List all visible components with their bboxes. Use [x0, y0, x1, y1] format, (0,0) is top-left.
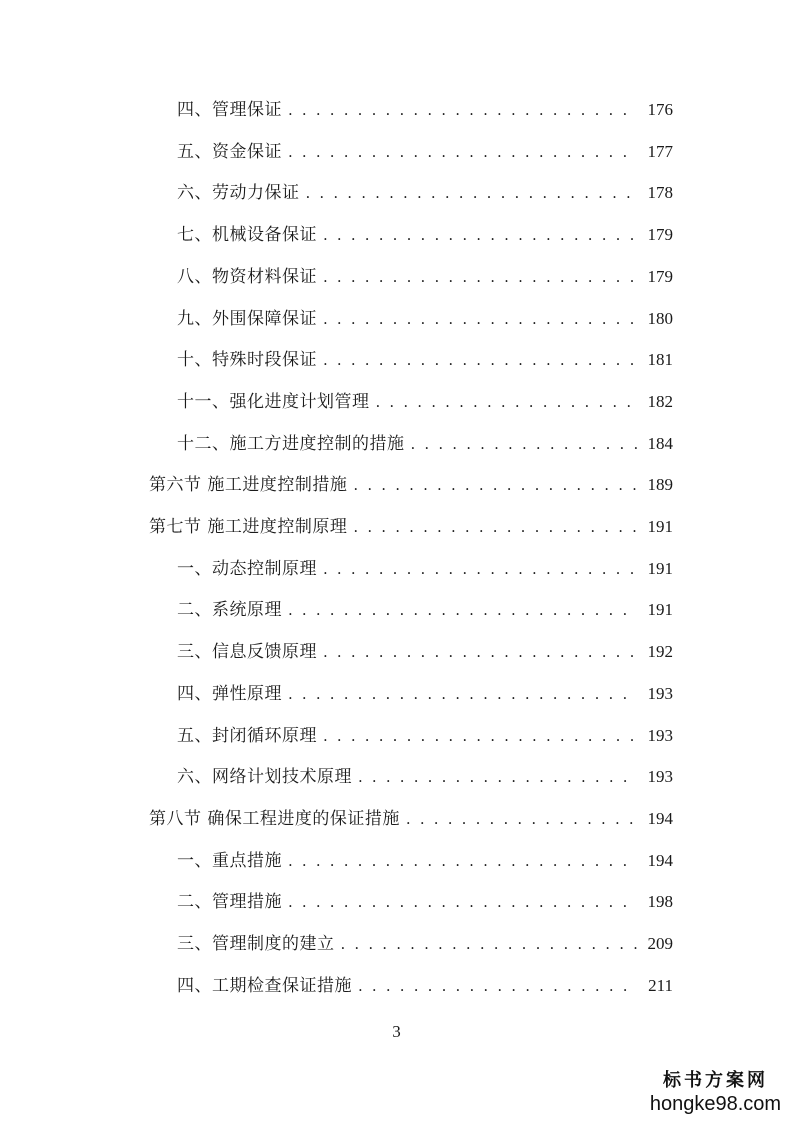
toc-entry-page: 191: [647, 558, 673, 578]
toc-leader-dots: [323, 304, 637, 334]
toc-entry[interactable]: [177, 137, 673, 167]
toc-entry-page: 191: [647, 600, 673, 620]
toc-leader-dots: [323, 721, 637, 751]
toc-leader-dots: [288, 95, 637, 125]
toc-entry-label: 四、弹性原理: [177, 683, 282, 704]
toc-leader-dots: [288, 887, 637, 917]
toc-leader-dots: [323, 220, 637, 250]
toc-entry[interactable]: [177, 595, 673, 625]
toc-entry-label: 第七节 施工进度控制原理: [149, 517, 348, 537]
toc-entry-page: 194: [647, 850, 673, 870]
toc-entry[interactable]: [177, 721, 673, 751]
watermark-title: 标书方案网: [663, 1070, 768, 1091]
toc-entry-label: 十二、施工方进度控制的措施: [177, 433, 405, 454]
toc-entry[interactable]: [177, 262, 673, 292]
toc-entry-page: 182: [647, 391, 673, 411]
toc-entry-label: 七、机械设备保证: [177, 225, 317, 246]
page-number: 3: [392, 1022, 401, 1041]
toc-entry-page: 211: [648, 975, 673, 995]
toc-entry-page: 193: [647, 725, 673, 745]
toc-entry[interactable]: [177, 429, 673, 459]
toc-entry-label: 九、外围保障保证: [177, 308, 317, 329]
toc-entry-label: 一、重点措施: [177, 850, 282, 871]
toc-entry-page: 179: [647, 266, 673, 286]
toc-entry-label: 十一、强化进度计划管理: [177, 391, 370, 412]
watermark-logo: [648, 1070, 783, 1116]
toc-entry[interactable]: [177, 762, 673, 792]
toc-entry-page: 209: [647, 934, 673, 953]
watermark-url: hongke98.com: [649, 1093, 782, 1115]
toc-entry-label: 十、特殊时段保证: [177, 350, 317, 371]
toc-entry-label: 六、网络计划技术原理: [177, 767, 352, 788]
toc-leader-dots: [406, 804, 637, 834]
toc-entry-page: 191: [647, 517, 673, 536]
toc-entry-label: 五、封闭循环原理: [177, 725, 317, 746]
toc-leader-dots: [341, 929, 638, 959]
toc-entry-page: 178: [647, 183, 673, 203]
toc-entry-label: 六、劳动力保证: [177, 183, 300, 204]
toc-entry[interactable]: [177, 679, 673, 709]
toc-leader-dots: [358, 971, 637, 1001]
toc-entry-page: 189: [647, 475, 673, 495]
toc-entry-page: 180: [647, 308, 673, 328]
toc-entry-page: 179: [647, 225, 673, 245]
toc-entry[interactable]: [177, 887, 673, 917]
toc-entry[interactable]: [177, 637, 673, 667]
toc-entry[interactable]: [177, 345, 673, 375]
toc-entry-page: 192: [647, 642, 673, 662]
toc-leader-dots: [288, 679, 637, 709]
toc-entry[interactable]: [149, 470, 673, 500]
toc-leader-dots: [288, 595, 637, 625]
toc-entry[interactable]: [177, 929, 673, 959]
toc-leader-dots: [376, 387, 638, 417]
toc-entry[interactable]: [149, 512, 673, 542]
toc-leader-dots: [323, 554, 637, 584]
toc-entry[interactable]: [177, 554, 673, 584]
toc-entry[interactable]: [177, 846, 673, 876]
toc-entry[interactable]: [149, 804, 673, 834]
toc-entry-page: 194: [647, 808, 673, 828]
toc-entry[interactable]: [177, 178, 673, 208]
toc-entry-page: 198: [647, 892, 673, 912]
toc-entry-label: 三、信息反馈原理: [177, 642, 317, 663]
toc-entry-page: 177: [647, 141, 673, 161]
toc-entry-label: 第八节 确保工程进度的保证措施: [149, 808, 400, 829]
toc-leader-dots: [353, 470, 637, 500]
toc-entry-label: 三、管理制度的建立: [177, 934, 335, 954]
toc-entry[interactable]: [177, 220, 673, 250]
toc-entry-label: 一、动态控制原理: [177, 558, 317, 579]
toc-entry-label: 四、工期检查保证措施: [177, 975, 352, 996]
toc-entry-page: 193: [647, 683, 673, 703]
toc-entry[interactable]: [177, 387, 673, 417]
toc-leader-dots: [323, 637, 637, 667]
toc-leader-dots: [353, 512, 637, 542]
toc-entry-page: 176: [647, 100, 673, 119]
toc-entry-label: 五、资金保证: [177, 141, 282, 162]
toc-leader-dots: [411, 429, 638, 459]
toc-entry-label: 四、管理保证: [177, 100, 282, 120]
toc-entry[interactable]: [177, 95, 673, 125]
toc-entry-label: 第六节 施工进度控制措施: [149, 475, 348, 496]
toc-entry-label: 二、管理措施: [177, 892, 282, 913]
toc-entry-page: 181: [647, 350, 673, 370]
toc-entry-label: 二、系统原理: [177, 600, 282, 621]
toc-leader-dots: [323, 262, 637, 292]
toc-entry[interactable]: [177, 971, 673, 1001]
toc-entry-page: 193: [647, 767, 673, 787]
toc-leader-dots: [306, 178, 638, 208]
toc-entry[interactable]: [177, 304, 673, 334]
toc-entry-label: 八、物资材料保证: [177, 266, 317, 287]
toc-leader-dots: [288, 846, 637, 876]
toc-leader-dots: [358, 762, 637, 792]
toc-entry-page: 184: [647, 433, 673, 453]
toc-leader-dots: [323, 345, 637, 375]
toc-leader-dots: [288, 137, 637, 167]
